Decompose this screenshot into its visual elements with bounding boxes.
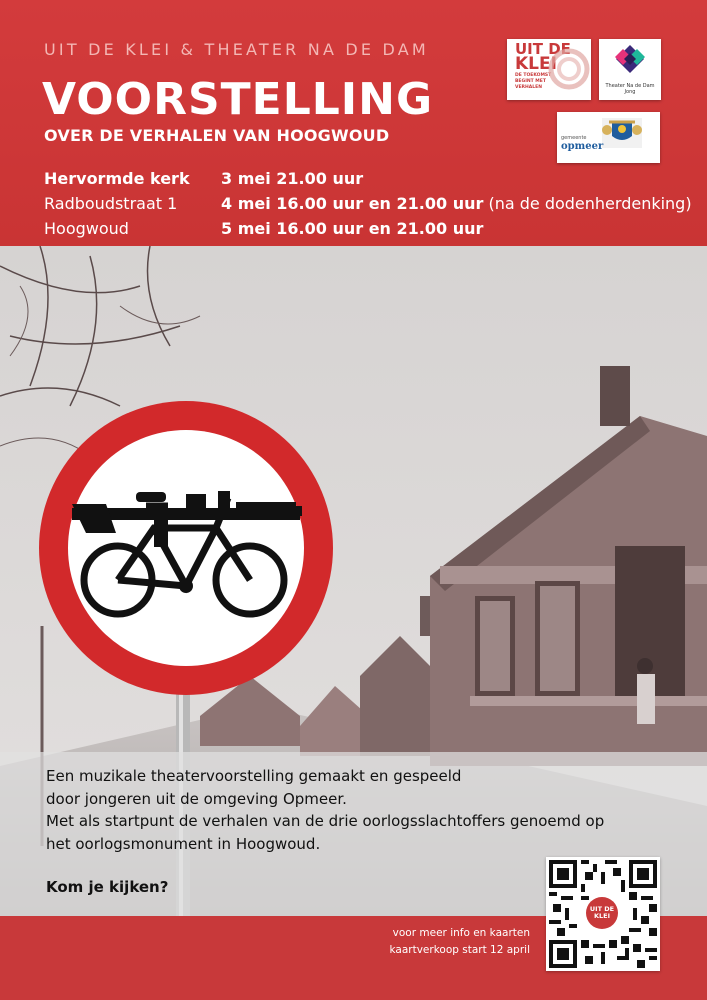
gemeente-small: gemeente xyxy=(561,135,587,141)
venue-block xyxy=(44,166,190,241)
page-title: VOORSTELLING xyxy=(42,74,434,125)
venue-street: Radboudstraat 1 xyxy=(44,194,178,213)
date-line: 3 mei 21.00 uur xyxy=(221,169,364,188)
call-to-action: Kom je kijken? xyxy=(46,878,169,896)
gemeente-opmeer-logo xyxy=(557,112,660,163)
uitdeklei-logo-text: UIT DE KLEI xyxy=(515,40,571,74)
venue-name: Hervormde kerk xyxy=(44,169,190,188)
description-text: Een muzikale theatervoorstelling gemaakt en gespeeld door jongeren uit de omgeving Opmeer. Met als startpunt de verhalen van de drie oorlogsslachtoffers genoemd op het oorlogsmonument in Hoogwoud. xyxy=(46,767,605,853)
uitdeklei-swirl-icon xyxy=(507,39,591,100)
qr-code-icon[interactable] xyxy=(546,857,660,971)
venue-city: Hoogwoud xyxy=(44,219,129,238)
uitdeklei-tagline: DE TOEKOMST BEGINT MET VERHALEN xyxy=(515,73,552,90)
qr-badge: UIT DE KLEI xyxy=(586,897,618,929)
theater-logo-text: Theater Na de Dam Jong xyxy=(605,83,655,95)
uitdeklei-logo xyxy=(507,39,591,100)
page-subtitle: OVER DE VERHALEN VAN HOOGWOUD xyxy=(44,126,390,145)
dates-block xyxy=(221,166,692,241)
footer-info: voor meer info en kaarten kaartverkoop start 12 april xyxy=(389,927,530,956)
kicker: UIT DE KLEI & THEATER NA DE DAM xyxy=(44,40,429,59)
date-line: 5 mei 16.00 uur en 21.00 uur xyxy=(221,219,484,238)
no-bicycle-rifle-sign-icon xyxy=(36,398,336,698)
date-line: 4 mei 16.00 uur en 21.00 uur (na de dodenherdenking) xyxy=(221,194,692,213)
theater-na-de-dam-logo xyxy=(599,39,661,100)
gemeente-name: opmeer xyxy=(561,141,604,152)
theater-diamond-icon xyxy=(599,39,661,83)
